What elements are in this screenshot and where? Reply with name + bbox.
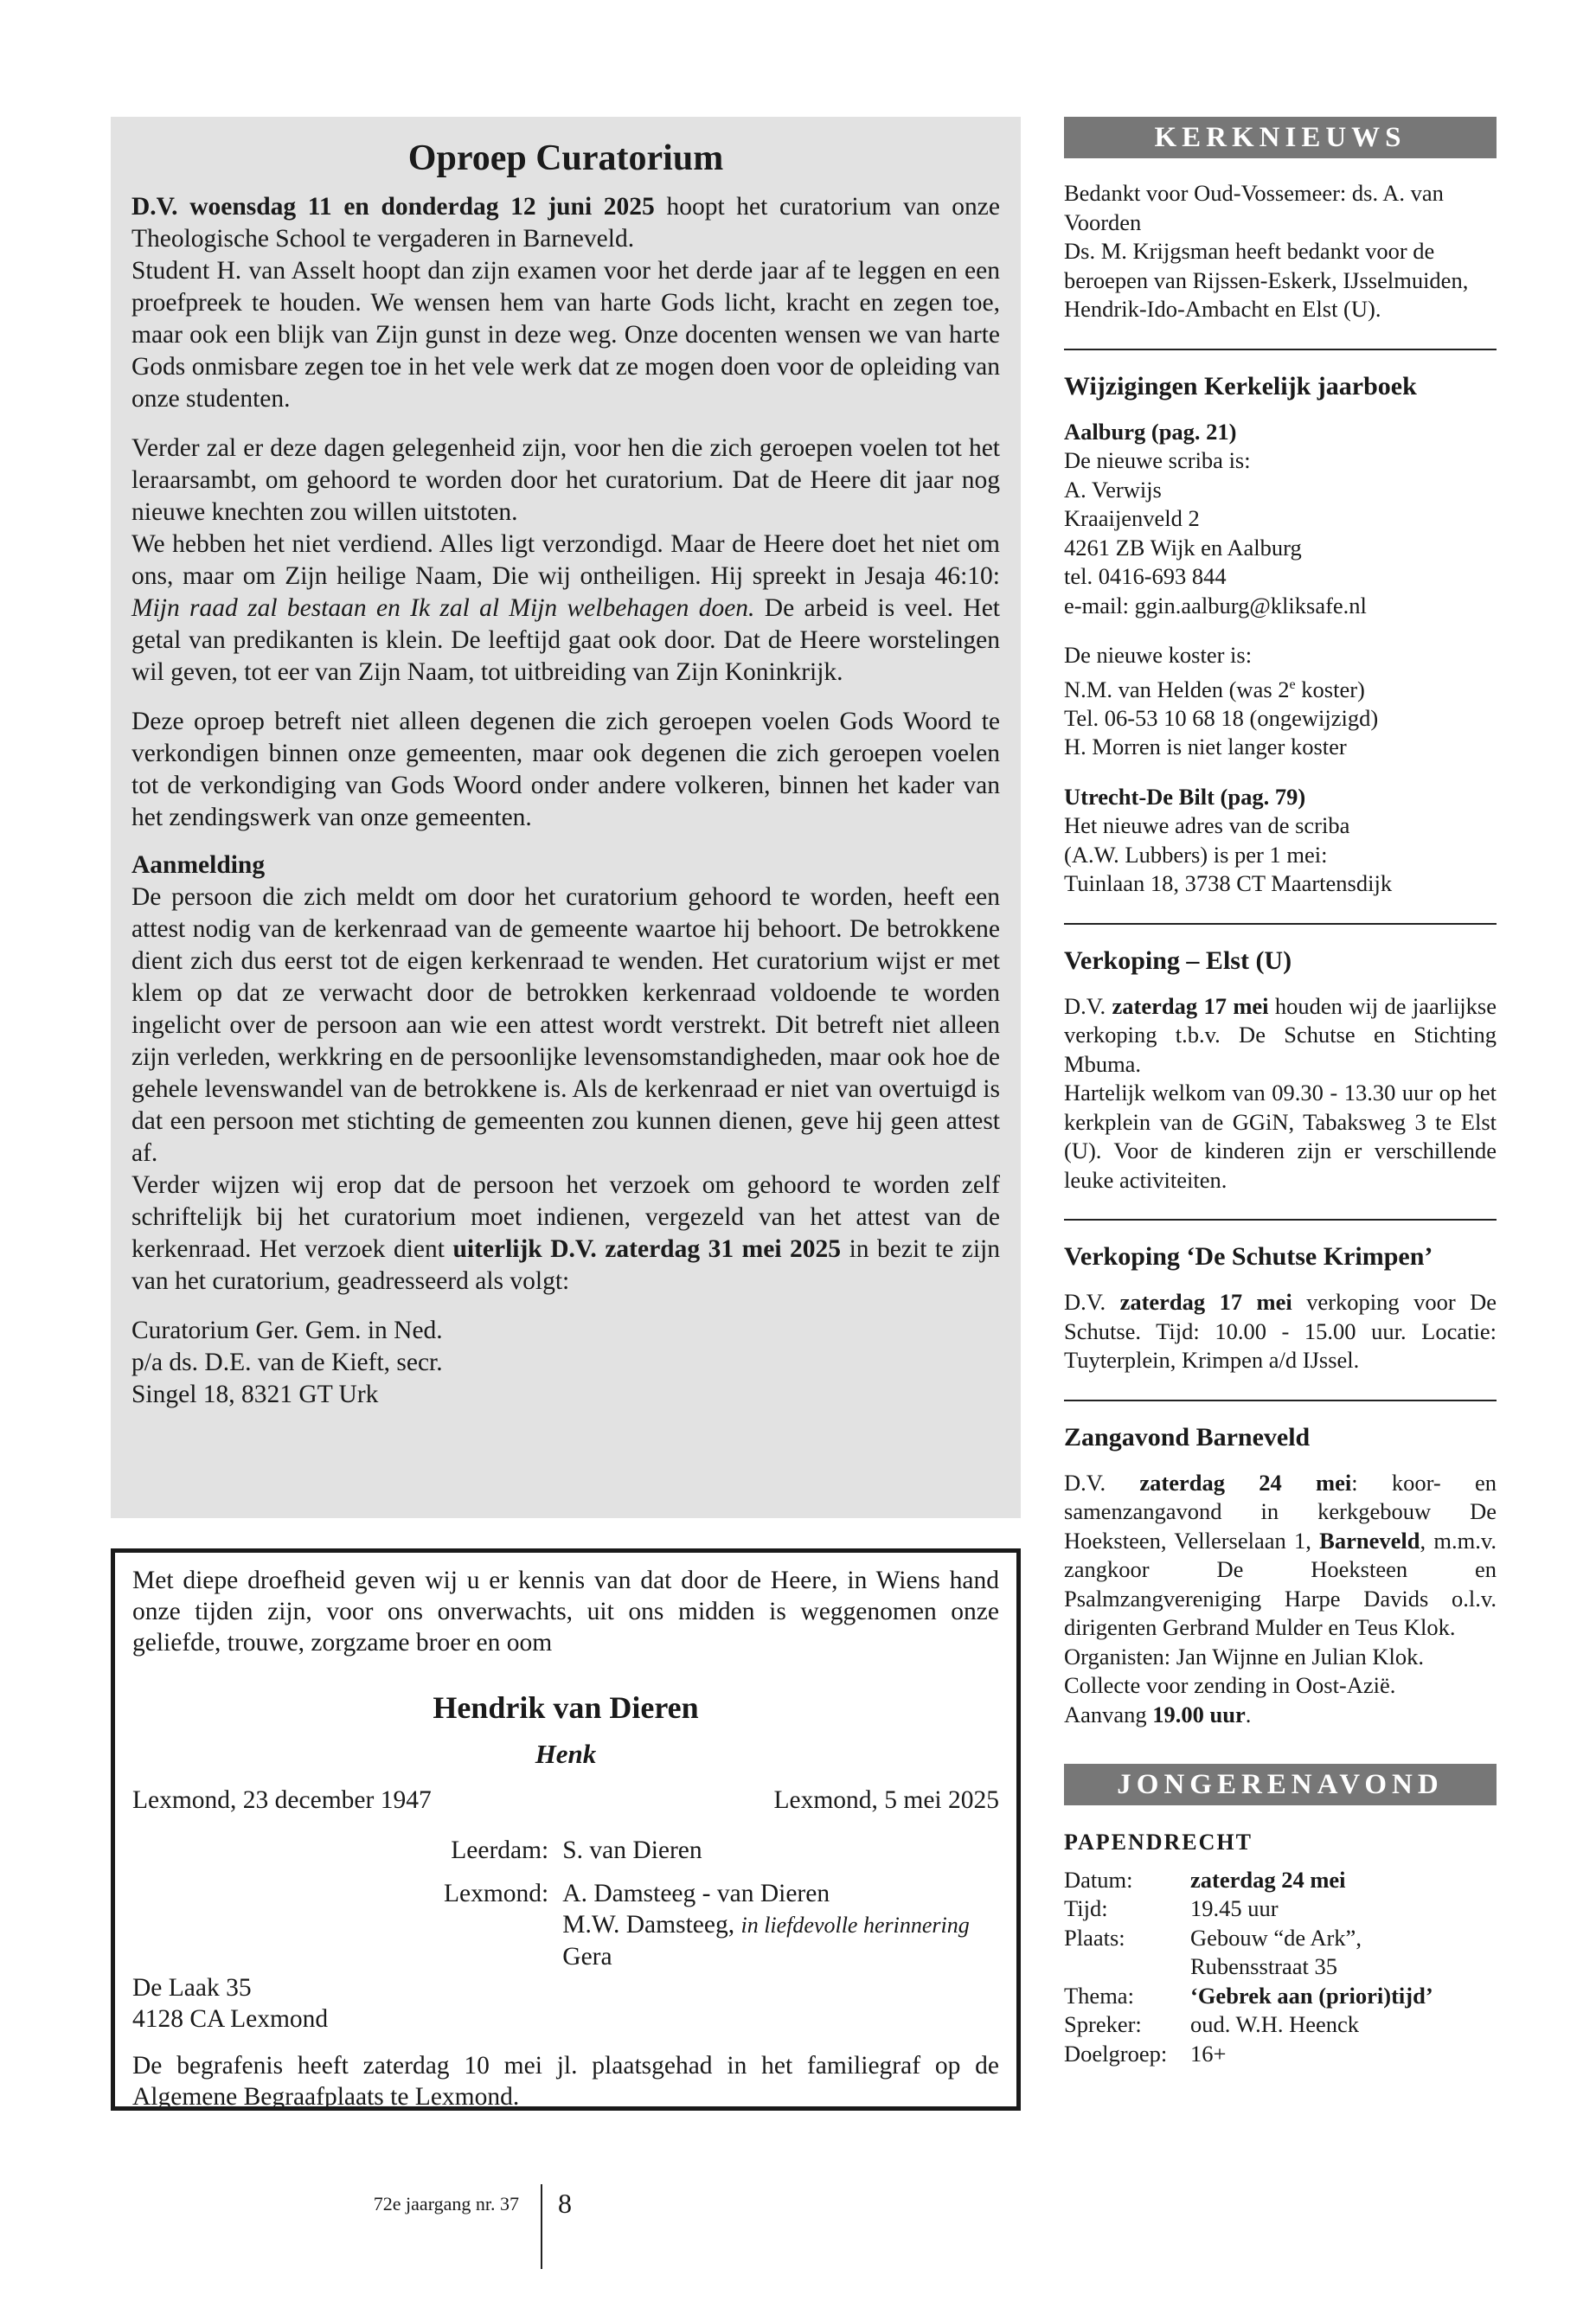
paragraph-leraarsambt: Verder zal er deze dagen gelegenheid zijn, voor hen die zich geroepen voelen tot het leraarsambt, om gehoord te worden door het curatorium. Dat de Heere dit jaar nog nieuwe knechten zou willen uitstoten.	[131, 434, 1000, 526]
kerknieuws-item: Bedankt voor Oud-Vossemeer: ds. A. van Voorden	[1064, 180, 1444, 235]
jongerenavond-section	[1064, 1828, 1497, 2068]
jaargang-label: 72e jaargang nr. 37	[373, 2193, 519, 2214]
verkoping-elst-section: Verkoping – Elst (U) D.V. zaterdag 17 mei houden wij de jaarlijkse verkoping t.b.v. De Schutse en Stichting Mbuma. Hartelijk welkom van 09.30 - 13.30 uur op het kerkplein van de GGiN, Tabaksweg 3 te Elst (U). Voor de kinderen zijn er verschillende leuke activiteiten.	[1064, 945, 1497, 1193]
death-date: Lexmond, 5 mei 2025	[773, 1786, 999, 1814]
oproep-curatorium-article	[111, 117, 1021, 1518]
jongerenavond-details	[1064, 1866, 1433, 2069]
divider	[1064, 1400, 1497, 1401]
paragraph-attest: De persoon die zich meldt om door het curatorium gehoord te worden, heeft een attest nodig van de kerkenraad van de gemeente waartoe hij behoort. De betrokkene dient zich dus eerst tot de eigen kerkenraad te wenden. Het curatorium wijst er met klem op dat ze verwacht door de betrokken kerkenraad voldoende te worden ingelicht over de persoon aan wie een attest wordt verstrekt. Dit betreft niet alleen zijn verleden, werkkring en de persoonlijke levensomstandigheden, maar ook hoe de gehele levenswandel van de betrokkene is. Als de kerkenraad er niet van overtuigd is dat een persoon met stichting de gemeenten zou kunnen dienen, geve hij geen attest af.	[131, 883, 1000, 1167]
detail-row: Datum: zaterdag 24 mei	[1064, 1866, 1346, 1893]
kerknieuws-section	[1064, 179, 1497, 324]
jaarboek-section: Wijzigingen Kerkelijk jaarboek Aalburg (pag. 21) De nieuwe scriba is: A. Verwijs Kraaijenveld 2 4261 ZB Wijk en Aalburg tel. 0416-693 844 e-mail: ggin.aalburg@kliksafe.nl De nieuwe koster is: N.M. van Helden (was 2e koster) Tel. 06-53 10 68 18 (ongewijzigd) H. Morren is niet langer koster Utrecht-De Bilt (pag. 79) Het nieuwe adres van de scriba (A.W. Lubbers) is per 1 mei: Tuinlaan 18, 3738 CT Maartensdijk	[1064, 371, 1497, 899]
paragraph-intro: D.V. woensdag 11 en donderdag 12 juni 2025 hoopt het curatorium van onze Theologische School te vergaderen in Barneveld.	[131, 193, 1000, 253]
paragraph-verzoek: Verder wijzen wij erop dat de persoon het verzoek om gehoord te worden zelf schriftelijk bij het curatorium moet indienen, vergezeld van het attest van de kerkenraad. Het verzoek dient uiterlijk D.V. zaterdag 31 mei 2025 in bezit te zijn van het curatorium, geadresseerd als volgt:	[131, 1171, 1000, 1295]
detail-row: Tijd: 19.45 uur	[1064, 1895, 1279, 1922]
jongerenavond-place: PAPENDRECHT	[1064, 1830, 1253, 1856]
paragraph-zending: Deze oproep betreft niet alleen degenen die zich geroepen voelen Gods Woord te verkondigen binnen onze gemeenten, maar ook degenen die zich geroepen voelen tot de verkondiging van Gods Woord onder andere volkeren, binnen het kader van het zendingswerk van onze gemeenten.	[131, 708, 1000, 831]
birth-date: Lexmond, 23 december 1947	[132, 1786, 432, 1814]
divider	[1064, 349, 1497, 350]
detail-row: Thema: ‘Gebrek aan (priori)tijd’	[1064, 1982, 1433, 2009]
detail-row: Plaats: Gebouw “de Ark”, Rubensstraat 35	[1064, 1924, 1362, 1980]
notice-intro: Met diepe droefheid geven wij u er kennis van dat door de Heere, in Wiens hand onze tijden zijn, voor ons onverwachts, uit ons midden is weggenomen onze geliefde, trouwe, zorgzame broer en oom	[132, 1567, 999, 1657]
deadline: uiterlijk D.V. zaterdag 31 mei 2025	[452, 1235, 842, 1263]
aalburg-title: Aalburg (pag. 21)	[1064, 418, 1237, 445]
zangavond-section: Zangavond Barneveld D.V. zaterdag 24 mei: koor- en samenzangavond in kerkgebouw De Hoeksteen, Vellerselaan 1, Barneveld, m.m.v. zangkoor De Hoeksteen en Psalmzangvereniging Harpe Davids o.l.v. dirigenten Gerbrand Mulder en Teus Klok. Organisten: Jan Wijnne en Julian Klok. Collecte voor zending in Oost-Azië. Aanvang 19.00 uur.	[1064, 1422, 1497, 1727]
home-address: De Laak 35 4128 CA Lexmond	[132, 1974, 329, 2033]
family-row: Gera	[562, 1943, 612, 1971]
funeral-note: De begrafenis heeft zaterdag 10 mei jl. plaatsgehad in het familiegraf op de Algemene Begraafplaats te Lexmond.	[132, 2052, 999, 2111]
page-number: 8	[558, 2188, 572, 2219]
article-title: Oproep Curatorium	[407, 138, 724, 178]
page-footer	[0, 2184, 1596, 2271]
jaarboek-title: Wijzigingen Kerkelijk jaarboek	[1064, 371, 1417, 401]
right-column	[1064, 117, 1497, 2068]
email-address: e-mail: ggin.aalburg@kliksafe.nl	[1064, 592, 1367, 619]
family-row: M.W. Damsteeg, in liefdevolle herinnering	[562, 1911, 970, 1939]
kerknieuws-item: Ds. M. Krijgsman heeft bedankt voor de beroepen van Rijssen-Eskerk, IJsselmuiden, Hendrik-Ido-Ambacht en Elst (U).	[1064, 238, 1469, 322]
life-dates	[132, 1785, 999, 1816]
deceased-nickname: Henk	[535, 1739, 597, 1769]
family-row: Lexmond: A. Damsteeg - van Dieren	[444, 1880, 830, 1907]
detail-row: Spreker: oud. W.H. Heenck	[1064, 2011, 1360, 2038]
meeting-dates: D.V. woensdag 11 en donderdag 12 juni 2025	[131, 193, 655, 221]
bible-quote: Mijn raad zal bestaan en Ik zal al Mijn welbehagen doen.	[131, 594, 755, 622]
paragraph-verdiend: We hebben het niet verdiend. Alles ligt verzondigd. Maar de Heere doet het niet om ons, maar om Zijn heilige Naam, Die wij ontheiligen. Hij spreekt in Jesaja 46:10: Mijn raad zal bestaan en Ik zal al Mijn welbehagen doen. De arbeid is veel. Het getal van predikanten is klein. De leeftijd gaat ook door. Dat de Heere worstelingen wil geven, tot eer van Zijn Naam, tot uitbreiding van Zijn Koninkrijk.	[131, 530, 1000, 686]
family-list	[444, 1835, 970, 1972]
utrecht-info: Utrecht-De Bilt (pag. 79) Het nieuwe adres van de scriba (A.W. Lubbers) is per 1 mei: Tuinlaan 18, 3738 CT Maartensdijk	[1064, 783, 1393, 897]
death-notice	[111, 1548, 1021, 2111]
deceased-name: Hendrik van Dieren	[433, 1690, 699, 1725]
koster-info: De nieuwe koster is: N.M. van Helden (was 2e koster) Tel. 06-53 10 68 18 (ongewijzigd) H. Morren is niet langer koster	[1064, 642, 1379, 760]
footer-separator	[541, 2184, 542, 2269]
paragraph-student: Student H. van Asselt hoopt dan zijn examen voor het derde jaar af te leggen en een proefpreek te houden. We wensen hem van harte Gods licht, kracht en zegen toe, maar ook een blijk van Zijn gunst in deze weg. Onze docenten wensen we van harte Gods onmisbare zegen toe in het vele werk dat ze mogen doen voor de opleiding van onze studenten.	[131, 257, 1000, 413]
jongerenavond-banner: JONGERENAVOND	[1064, 1764, 1497, 1805]
kerknieuws-banner: KERKNIEUWS	[1064, 117, 1497, 158]
verkoping-krimpen-section: Verkoping ‘De Schutse Krimpen’ D.V. zaterdag 17 mei verkoping voor De Schutse. Tijd: 10.00 - 15.00 uur. Locatie: Tuyterplein, Krimpen a/d IJssel.	[1064, 1242, 1497, 1374]
curatorium-address: Curatorium Ger. Gem. in Ned. p/a ds. D.E. van de Kieft, secr. Singel 18, 8321 GT Urk	[131, 1317, 443, 1408]
divider	[1064, 923, 1497, 925]
divider	[1064, 1219, 1497, 1221]
detail-row: Doelgroep: 16+	[1064, 2040, 1227, 2067]
aanmelding-heading: Aanmelding	[131, 851, 266, 879]
family-row: Leerdam: S. van Dieren	[451, 1836, 702, 1864]
